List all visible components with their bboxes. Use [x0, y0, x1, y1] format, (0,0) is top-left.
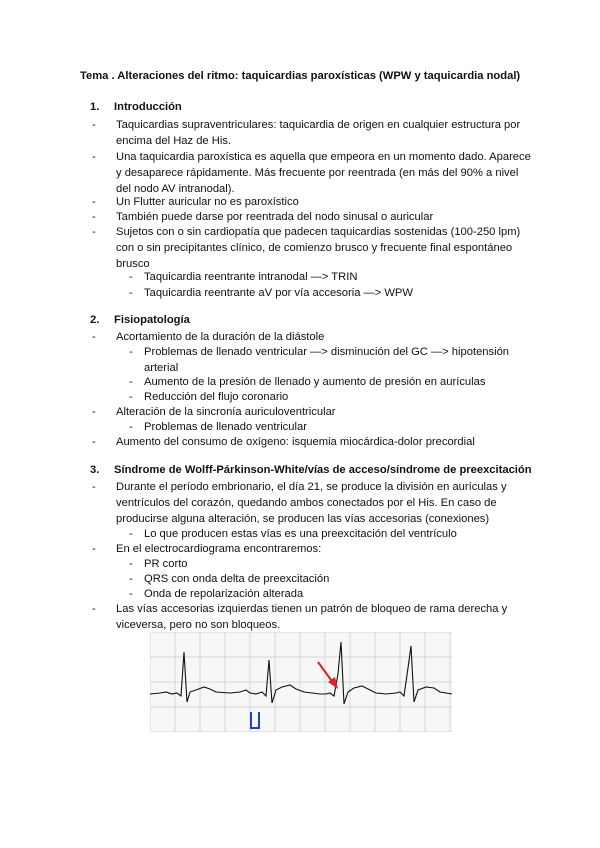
section-number: 3. — [90, 464, 100, 476]
section-heading-introduccion — [90, 101, 182, 113]
section-number: 2. — [90, 314, 100, 326]
document-title: Tema . Alteraciones del ritmo: taquicardias paroxísticas (WPW y taquicardia nodal) — [80, 70, 521, 82]
document-page: Tema . Alteraciones del ritmo: taquicardias paroxísticas (WPW y taquicardia nodal) 1. Introducción - Taquicardias supraventriculares: taquicardia de origen en cualquier estructura por encima del Haz de His. - Una taquicardia paroxística es aquella que empeora en un momento dado. Aparece y desaparece rápidamente. Más frecuente por reentrada (en más del 90% a nivel del nodo AV intranodal). - Un Flutter auricular no es paroxístico - También puede darse por reentrada del nodo sinusal o auricular - Sujetos con o sin cardiopatía que padecen taquicardias sostenidas (100-250 lpm) con o sin precipitantes clínico, de comienzo brusco y frecuente final espontáneo brusco - Taquicardia reentrante intranodal —> TRIN - Taquicardia reentrante aV por vía accesoria —> WPW 2. Fisiopatología - Acortamiento de la duración de la diástole - Problemas de llenado ventricular —> disminución del GC —> hipotensión arterial - Aumento de la presión de llenado y aumento de presión en aurículas - Reducción del flujo coronario - Alteración de la sincronía auriculoventricular - Problemas de llenado ventricular - Aumento del consumo de oxígeno: isquemia miocárdica-dolor precordial 3. Síndrome de Wolff-Párkinson-White/vías de acceso/síndrome de preexcitación - Durante el período embrionario, el día 21, se produce la división en aurículas y ventrículos del corazón, quedando ambos conectados por el His. En caso de producirse alguna alteración, se producen las vías accesorias (conexiones) - Lo que producen estas vías es una preexcitación del ventrículo - En el electrocardiograma encontraremos: - PR corto - QRS con onda delta de preexcitación - Onda de repolarización alterada - Las vías accesorias izquierdas tienen un patrón de bloqueo de rama derecha y viceversa, pero no son bloqueos. — [0, 0, 600, 848]
section-number: 1. — [90, 101, 100, 113]
section-title: Síndrome de Wolff-Párkinson-White/vías de acceso/síndrome de preexcitación — [114, 464, 532, 476]
section-heading-wpw — [90, 464, 532, 476]
section-heading-fisiopatologia — [90, 314, 190, 326]
section-title: Introducción — [114, 101, 182, 113]
ecg-strip-image — [150, 632, 452, 732]
section-title: Fisiopatología — [114, 314, 190, 326]
